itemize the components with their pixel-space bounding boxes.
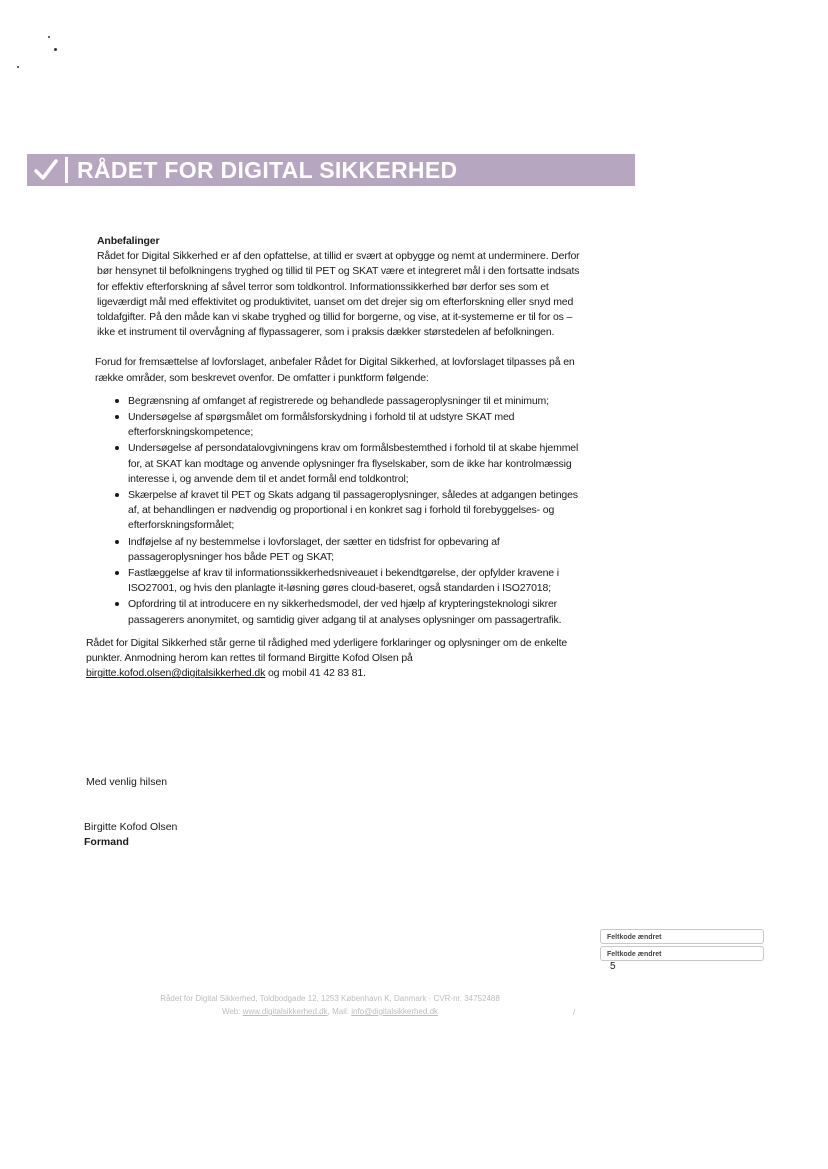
letterhead-banner <box>27 154 635 186</box>
scan-speck <box>54 48 57 51</box>
list-item: Begrænsning af omfanget af registrerede og behandlede passageroplysninger til et minimum; <box>128 394 586 409</box>
footer-edge-mark: / <box>573 1008 576 1017</box>
signature-block <box>84 820 177 850</box>
margin-comment[interactable]: Feltkode ændret <box>600 929 764 944</box>
scan-speck <box>48 36 50 38</box>
contact-paragraph <box>86 636 586 682</box>
intro-paragraph: Forud for fremsættelse af lovforslaget, anbefaler Rådet for Digital Sikkerhed, at lovforslaget tilpasses på en række områder, som beskrevet ovenfor. De omfatter i punktform følgende: <box>95 356 575 384</box>
footer-mail-label: Mail: <box>332 1007 349 1016</box>
section-heading: Anbefalinger <box>97 235 160 247</box>
contact-text: Rådet for Digital Sikkerhed står gerne til rådighed med yderligere forklaringer og oplysninger om de enkelte punkter. Anmodning herom kan rettes til formand Birgitte Kofod Olsen på <box>86 636 568 665</box>
closing-greeting: Med venlig hilsen <box>86 776 168 788</box>
margin-comment[interactable]: Feltkode ændret <box>600 946 764 961</box>
list-item: Indføjelse af ny bestemmelse i lovforslaget, der sætter en tidsfrist for opbevaring af passageroplysninger hos både PET og SKAT; <box>128 535 586 565</box>
recommendation-paragraph: Rådet for Digital Sikkerhed er af den opfattelse, at tillid er svært at opbygge og nemt at underminere. Derfor bør hensynet til befolkningens tryghed og tillid til PET og SKAT være et integreret mål i den fortsatte indsats for effektiv efterforskning af såvel terror som toldkontrol. Informationssikkerhed bør derfor ses som et ligeværdigt mål med effektivitet og produktivitet, uanset om det drejer sig om efterforskning eller snyd med toldafgifter. På den måde kan vi skabe tryghed og tillid for borgerne, og vise, at it-systemerne er til for os – ikke et instrument til overvågning af flypassagerer, som i praksis dækker størstedelen af befolkningen. <box>97 250 580 339</box>
list-item: Undersøgelse af spørgsmålet om formålsforskydning i forhold til at udstyre SKAT med efterforskningskompetence; <box>128 410 586 440</box>
checkmark-icon <box>27 154 65 186</box>
scan-speck <box>17 66 19 68</box>
footer-web-label: Web: <box>221 1007 241 1016</box>
organization-title: RÅDET FOR DIGITAL SIKKERHED <box>77 156 458 183</box>
contact-phone: og mobil 41 42 83 81. <box>267 667 366 680</box>
list-item: Fastlæggelse af krav til informationssikkerhedsniveauet i bekendtgørelse, der opfylder kravene i ISO27001, og hvis den planlagte it-løsning gøres cloud-baseret, også standarden i ISO27018; <box>128 566 586 596</box>
signer-role: Formand <box>84 836 129 848</box>
footer-mail-link[interactable]: info@digitalsikkerhed.dk <box>351 1007 439 1016</box>
email-link[interactable]: birgitte.kofod.olsen@digitalsikkerhed.dk <box>86 667 266 680</box>
list-item: Undersøgelse af persondatalovgivningens krav om formålsbestemthed i forhold til at skabe hjemmel for, at SKAT kan modtage og anvende oplysninger fra flyselskaber, som de ikke har kontrolmæssig interesse i, og anvende dem til et andet formål end toldkontrol; <box>128 441 586 487</box>
list-item: Opfordring til at introducere en ny sikkerhedsmodel, der ved hjælp af krypteringsteknologi sikrer passagerers anonymitet, og samtidig giver adgang til at analyses oplysninger om passagertrafik. <box>128 597 586 627</box>
footer-contact: Web: www.digitalsikkerhed.dk, Mail: info@digitalsikkerhed.dk <box>221 1007 439 1016</box>
letter-body <box>86 234 586 681</box>
signer-name: Birgitte Kofod Olsen <box>84 821 178 833</box>
footer-web-link[interactable]: www.digitalsikkerhed.dk <box>242 1007 328 1016</box>
recommendation-list <box>86 394 586 628</box>
banner-divider <box>65 157 68 183</box>
list-item: Skærpelse af kravet til PET og Skats adgang til passageroplysninger, således at adgangen betinges af, at behandlingen er nødvendig og proportional i en konkret sag i forhold til forebyggelses- og efterforskningsformålet; <box>128 488 586 534</box>
footer-address: Rådet for Digital Sikkerhed, Toldbodgade 12, 1253 København K, Danmark · CVR-nr. 34752488 <box>160 994 500 1003</box>
page-number: 5 <box>610 961 616 972</box>
